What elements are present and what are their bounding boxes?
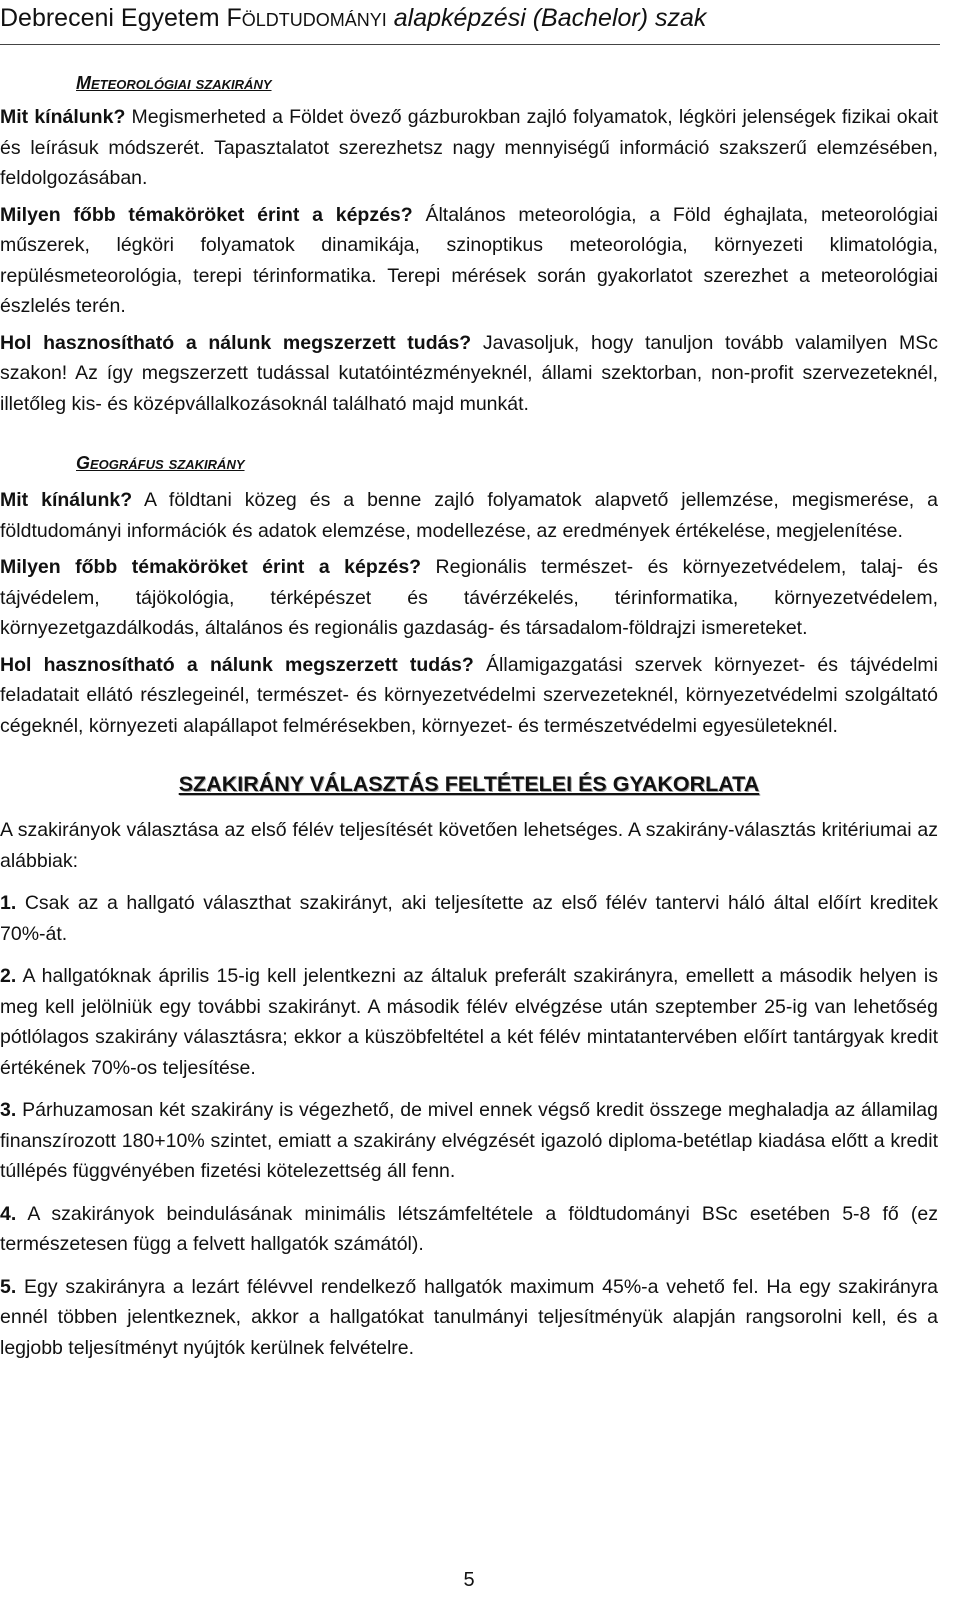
header-faculty: Földtudományi: [226, 4, 387, 32]
page-header: [0, 0, 940, 45]
criteria-text: Egy szakirányra a lezárt félévvel rendelkező hallgatók maximum 45%-a vehető fel. Ha egy szakirányra ennél többen jelentkeznek, akkor a hallgatókat tanulmányi teljesítményük alapján rangsorolni kell, és a legjobb teljesítményt nyújtók kerülnek felvételre.: [0, 1275, 938, 1359]
selection-intro: A szakirányok választása az első félév teljesítését követően lehetséges. A szakirány-választás kritériumai az alábbiak:: [0, 819, 938, 872]
meteo-usage-text: Javasoljuk, hogy tanuljon tovább valamilyen MSc szakon! Az így megszerzett tudással kutatóintézményeknél, állami szektorban, non-profit szervezeteknél, illetőleg kis- és középvállalkozásoknál található majd munkát.: [0, 331, 938, 415]
meteo-topics-label: Milyen főbb témaköröket érint a képzés?: [0, 203, 413, 226]
criteria-item: [0, 961, 938, 1083]
geo-usage-label: Hol hasznosítható a nálunk megszerzett tudás?: [0, 653, 474, 676]
criteria-number: 5.: [0, 1275, 17, 1298]
page-content: [0, 50, 938, 1363]
header-program: alapképzési (Bachelor) szak: [386, 4, 707, 32]
meteo-usage-paragraph: [0, 328, 938, 420]
geo-topics-paragraph: [0, 552, 938, 644]
meteo-topics-paragraph: [0, 200, 938, 322]
criteria-item: [0, 1272, 938, 1364]
section-title-selection: SZAKIRÁNY VÁLASZTÁS FELTÉTELEI ÉS GYAKORLATA: [178, 772, 760, 796]
geo-offer-paragraph: [0, 485, 938, 546]
criteria-number: 2.: [0, 965, 17, 987]
criteria-item: [0, 888, 938, 949]
meteo-offer-text: Megismerheted a Földet övező gázburokban zajló folyamatok, légköri jelenségek fizikai okait és leírásuk módszerét. Tapasztalatot szerezhetsz nagy mennyiségű információ szakszerű elemzésében, feldolgozásában.: [0, 106, 938, 189]
criteria-text: Csak az a hallgató választhat szakirányt, aki teljesítette az első félév tantervi háló által előírt kreditek 70%-át.: [0, 892, 938, 945]
criteria-number: 3.: [0, 1099, 17, 1121]
page-number: 5: [463, 1569, 475, 1591]
meteo-usage-label: Hol hasznosítható a nálunk megszerzett tudás?: [0, 331, 472, 354]
geo-usage-text: Államigazgatási szervek környezet- és tájvédelmi feladatait ellátó részlegeinél, természet- és környezetvédelmi szervezeteknél, környezetvédelmi szolgáltató cégeknél, környezeti alapállapot felmérésekben, környezet- és természetvédelmi egyesületeknél.: [0, 653, 938, 737]
criteria-text: A hallgatóknak április 15-ig kell jelentkezni az általuk preferált szakirányra, emellett a második helyen is meg kell jelölniük egy további szakirányt. A második félév elvégzése után szeptember 25-ig van lehetőség pótlólagos szakirány választásra; ekkor a küszöbfeltétel a két félév mintatantervében előírt tantárgyak kredit értékének 70%-os teljesítése.: [0, 965, 938, 1079]
criteria-number: 4.: [0, 1202, 17, 1225]
criteria-number: 1.: [0, 892, 17, 914]
section-title-geo: Geográfus szakirány: [76, 453, 245, 473]
criteria-item: [0, 1095, 938, 1187]
geo-offer-label: Mit kínálunk?: [0, 489, 133, 511]
criteria-text: A szakirányok beindulásának minimális létszámfeltétele a földtudományi BSc esetében 5-8 fő (ez természetesen függ a felvett hallgatók számától).: [0, 1202, 938, 1255]
geo-topics-label: Milyen főbb témaköröket érint a képzés?: [0, 556, 422, 578]
meteo-topics-text: Általános meteorológia, a Föld éghajlata, meteorológiai műszerek, légköri folyamatok dinamikája, szinoptikus meteorológia, környezeti klimatológia, repülésmeteorológia, terepi térinformatika. Terepi mérések során gyakorlatot szerezhet a meteorológiai észlelés terén.: [0, 203, 939, 317]
criteria-item: [0, 1199, 938, 1260]
section-title-meteo: Meteorológiai szakirány: [76, 73, 272, 93]
meteo-offer-paragraph: [0, 102, 938, 194]
geo-offer-text: A földtani közeg és a benne zajló folyamatok alapvető jellemzése, megismerése, a földtudományi információk és adatok elemzése, modellezése, az eredmények értékelése, megjelenítése.: [0, 489, 939, 542]
meteo-offer-label: Mit kínálunk?: [0, 106, 126, 128]
criteria-text: Párhuzamosan két szakirány is végezhető, de mivel ennek végső kredit összege meghaladja az államilag finanszírozott 180+10% szintet, emiatt a szakirány elvégzését igazoló diploma-betétlap kiadása előtt a kredit túllépés függvényében fizetési kötelezettség áll fenn.: [0, 1099, 938, 1182]
geo-topics-text: Regionális természet- és környezetvédelem, talaj- és tájvédelem, tájökológia, térképészet és távérzékelés, térinformatika, környezetvédelem, környezetgazdálkodás, általános és regionális gazdaság- és társadalom-földrajzi ismereteket.: [0, 556, 938, 639]
header-university: Debreceni Egyetem: [0, 4, 227, 32]
geo-usage-paragraph: [0, 650, 938, 742]
